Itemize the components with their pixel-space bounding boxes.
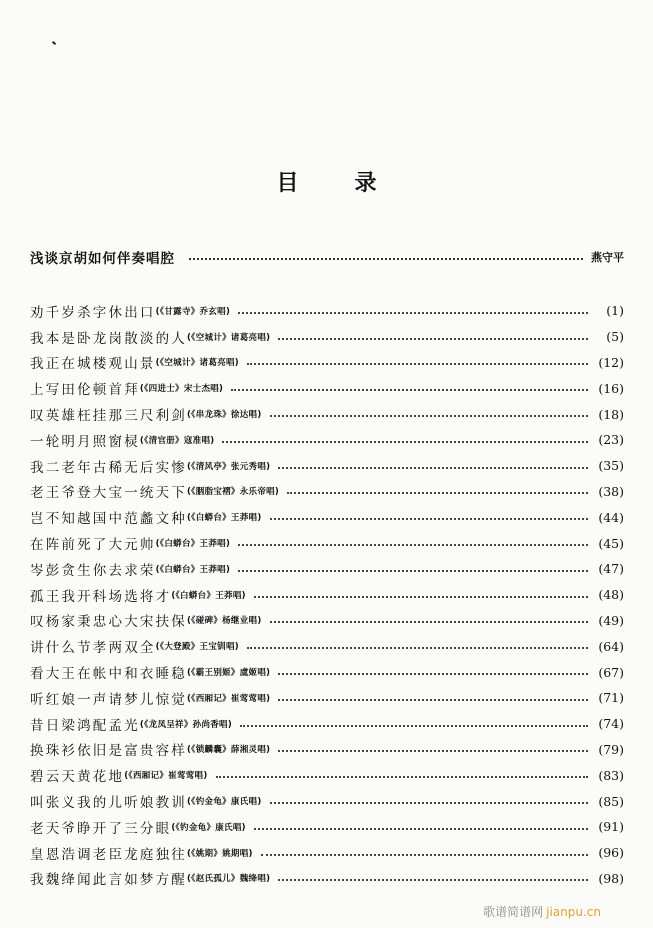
entry-title: 讲什么节孝两双全 (30, 640, 156, 657)
toc-entry[interactable] (30, 427, 624, 453)
toc-entry[interactable] (30, 504, 624, 530)
entry-page-number: (45) (598, 535, 624, 551)
dot-leader (261, 854, 588, 856)
preface-title: 浅谈京胡如何伴奏唱腔 (30, 251, 175, 267)
dot-leader (247, 363, 588, 365)
entry-title: 上写田伦顿首拜 (30, 382, 140, 399)
entry-title: 老天爷睁开了三分眼 (30, 820, 172, 837)
entry-title: 岂不知越国中范蠡文种 (30, 511, 187, 528)
dot-leader (240, 725, 588, 727)
toc-entry[interactable] (30, 298, 624, 324)
entry-page-number: (74) (598, 716, 624, 732)
entry-page-number: (83) (598, 767, 624, 783)
entry-page-number: (1) (606, 303, 624, 319)
entry-source: (《白蟒台》王莽唱) (171, 590, 246, 601)
toc-entry[interactable] (30, 711, 624, 737)
entry-source: (《空城计》诸葛亮唱) (187, 332, 271, 343)
dot-leader (254, 828, 588, 830)
entry-page-number: (96) (598, 845, 624, 861)
entry-page-number: (44) (598, 509, 624, 525)
entry-source: (《赵氏孤儿》魏绛唱) (187, 874, 271, 885)
toc-list (30, 298, 624, 891)
toc-entry[interactable] (30, 350, 624, 376)
dot-leader (278, 467, 588, 469)
dot-leader (222, 441, 588, 443)
entry-source: (《白蟒台》王莽唱) (187, 513, 262, 524)
preface-author: 燕守平 (591, 251, 624, 264)
entry-title: 一轮明月照窗棂 (30, 433, 140, 450)
dot-leader (270, 621, 588, 623)
entry-page-number: (79) (598, 741, 624, 757)
entry-title: 岑彭贪生你去求荣 (30, 562, 156, 579)
watermark-en: jianpu.cn (546, 905, 601, 919)
entry-title: 我正在城楼观山景 (30, 356, 156, 373)
entry-page-number: (98) (598, 870, 624, 886)
entry-source: (《空城计》诸葛亮唱) (155, 358, 239, 369)
toc-entry[interactable] (30, 608, 624, 634)
entry-title: 老王爷登大宝一统天下 (30, 485, 187, 502)
dot-leader (247, 647, 588, 649)
entry-title: 听红娘一声请梦儿惊觉 (30, 691, 187, 708)
page-title: 目录 (276, 171, 433, 196)
dot-leader (231, 389, 588, 391)
entry-source: (《锁麟囊》薛湘灵唱) (187, 745, 271, 756)
entry-page-number: (71) (598, 690, 624, 706)
entry-source: (《串龙珠》徐达唱) (187, 410, 262, 421)
entry-page-number: (5) (606, 329, 624, 345)
toc-entry[interactable] (30, 737, 624, 763)
entry-source: (《碰碑》杨继业唱) (187, 616, 262, 627)
dot-leader (216, 776, 588, 778)
dot-leader (278, 673, 588, 675)
toc-entry[interactable] (30, 866, 624, 892)
dot-leader (287, 492, 588, 494)
toc-entry[interactable] (30, 375, 624, 401)
entry-page-number: (85) (598, 793, 624, 809)
entry-page-number: (23) (598, 432, 624, 448)
preface-entry[interactable] (30, 247, 624, 267)
toc-entry[interactable] (30, 659, 624, 685)
entry-title: 换珠衫依旧是富贵容样 (30, 743, 187, 760)
entry-page-number: (35) (598, 458, 624, 474)
entry-source: (《甘露寺》乔玄唱) (155, 306, 231, 317)
entry-source: (《钓金龟》康氏唱) (187, 797, 262, 808)
toc-entry[interactable] (30, 840, 624, 866)
scan-speck (52, 41, 56, 45)
toc-entry[interactable] (30, 685, 624, 711)
entry-source: (《西厢记》崔莺莺唱) (187, 693, 271, 704)
entry-source: (《胭脂宝褶》永乐帝唱) (187, 487, 280, 498)
entry-source: (《四进士》宋士杰唱) (139, 384, 224, 395)
entry-title: 在阵前死了大元帅 (30, 537, 156, 554)
dot-leader (278, 338, 588, 340)
entry-source: (《清官册》寇准唱) (139, 435, 215, 446)
dot-leader (238, 312, 588, 314)
entry-title: 看大王在帐中和衣睡稳 (30, 666, 187, 683)
entry-source: (《钓金龟》康氏唱) (171, 822, 246, 833)
entry-source: (《清风亭》张元秀唱) (187, 461, 271, 472)
toc-entry[interactable] (30, 814, 624, 840)
entry-page-number: (48) (598, 587, 624, 603)
entry-page-number: (47) (598, 561, 624, 577)
entry-title: 皇恩浩调老臣龙庭独往 (30, 846, 187, 863)
watermark-cn: 歌谱简谱网 (483, 905, 544, 919)
dot-leader (270, 802, 588, 804)
entry-page-number: (49) (598, 612, 624, 628)
dot-leader (254, 596, 588, 598)
toc-entry[interactable] (30, 633, 624, 659)
entry-source: (《白蟒台》王莽唱) (155, 564, 231, 575)
dot-leader (270, 415, 588, 417)
toc-entry[interactable] (30, 324, 624, 350)
entry-source: (《姚期》姚期唱) (187, 848, 253, 859)
dot-leader (278, 879, 588, 881)
toc-entry[interactable] (30, 762, 624, 788)
entry-source: (《白蟒台》王莽唱) (155, 539, 231, 550)
entry-source: (《大登殿》王宝钏唱) (155, 642, 239, 653)
toc-entry[interactable] (30, 556, 624, 582)
dot-leader (270, 518, 588, 520)
entry-title: 劝千岁杀字休出口 (30, 304, 156, 321)
entry-title: 昔日梁鸿配孟光 (30, 717, 140, 734)
toc-entry[interactable] (30, 788, 624, 814)
entry-page-number: (18) (598, 406, 624, 422)
entry-page-number: (67) (598, 664, 624, 680)
entry-title: 碧云天黄花地 (30, 769, 125, 786)
entry-source: (《霸王别姬》虞姬唱) (187, 668, 271, 679)
entry-source: (《龙凤呈祥》孙尚香唱) (139, 719, 233, 730)
dot-leader (189, 258, 583, 260)
entry-page-number: (64) (598, 638, 624, 654)
entry-source: (《西厢记》崔莺莺唱) (124, 771, 208, 782)
entry-page-number: (38) (598, 483, 624, 499)
entry-title: 孤王我开科场选将才 (30, 588, 172, 605)
entry-title: 我二老年古稀无后实惨 (30, 459, 187, 476)
entry-page-number: (12) (598, 354, 624, 370)
entry-title: 我本是卧龙岗散淡的人 (30, 330, 187, 347)
entry-title: 我魏绛闻此言如梦方醒 (30, 872, 187, 889)
toc-entry[interactable] (30, 582, 624, 608)
entry-title: 叹杨家秉忠心大宋扶保 (30, 614, 187, 631)
entry-page-number: (16) (598, 380, 624, 396)
entry-title: 叹英雄枉挂那三尺利剑 (30, 408, 187, 425)
dot-leader (278, 699, 588, 701)
toc-entry[interactable] (30, 401, 624, 427)
toc-entry[interactable] (30, 479, 624, 505)
dot-leader (238, 544, 588, 546)
dot-leader (238, 570, 588, 572)
entry-page-number: (91) (598, 819, 624, 835)
toc-entry[interactable] (30, 453, 624, 479)
dot-leader (278, 750, 588, 752)
entry-title: 叫张义我的儿听娘教训 (30, 795, 187, 812)
toc-entry[interactable] (30, 530, 624, 556)
site-watermark (483, 903, 601, 920)
